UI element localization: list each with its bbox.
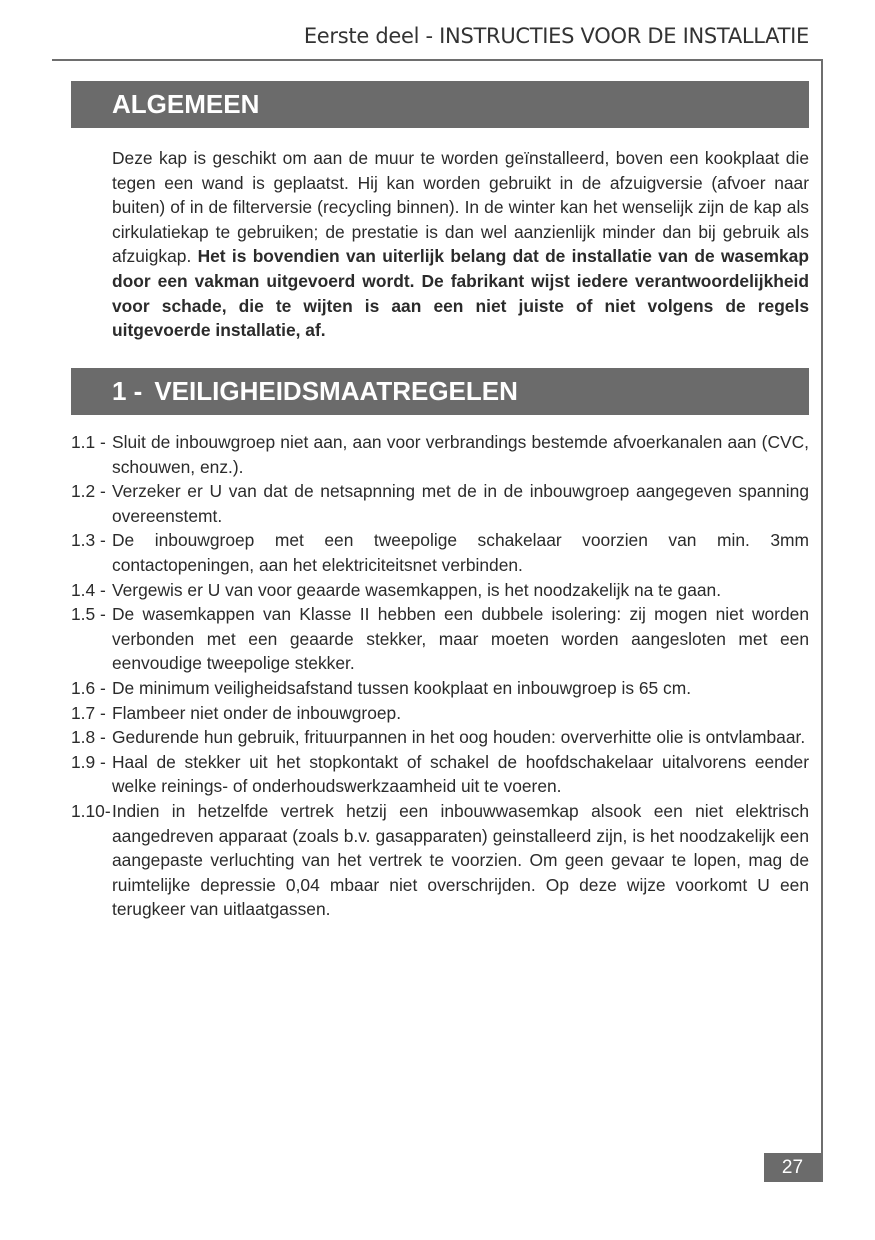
intro-paragraph (112, 146, 809, 343)
intro-bold-text: Het is bovendien van uiterlijk belang dat de installatie van de wasemkap door een vakman uitgevoerd wordt. De fabrikant wijst iedere verantwoordelijkheid voor schade, die te wijten is aan een niet juiste of niet volgens de regels uitgevoerde installatie, af. (112, 246, 809, 341)
list-item (71, 578, 809, 603)
rule-text: Verzeker er U van dat de netsapnning met de in de inbouwgroep aangegeven spanning overeenstemt. (112, 481, 809, 526)
rule-text: Vergewis er U van voor geaarde wasemkappen, is het noodzakelijk na te gaan. (112, 579, 722, 600)
list-item (71, 479, 809, 528)
list-item (71, 676, 809, 701)
list-item (71, 430, 809, 479)
rule-text: De minimum veiligheidsafstand tussen kookplaat en inbouwgroep is 65 cm. (112, 677, 692, 698)
rule-text: Haal de stekker uit het stopkontakt of schakel de hoofdschakelaar uitalvorens eender welke reinings- of onderhoudswerkzaamheid uit te voeren. (112, 751, 809, 797)
rule-number: 1.8 - (71, 727, 106, 748)
rule-text: Sluit de inbouwgroep niet aan, aan voor verbrandings bestemde afvoerkanalen aan (CVC, schouwen, enz.). (112, 432, 809, 477)
rule-number: 1.6 - (71, 677, 106, 698)
margin-rule (821, 59, 823, 1182)
rule-text: De inbouwgroep met een tweepolige schakelaar voorzien van min. 3mm contactopeningen, aan het elektriciteitsnet verbinden. (112, 530, 809, 575)
list-item (71, 701, 809, 726)
rule-text: Indien in hetzelfde vertrek hetzij een inbouwwasemkap alsook een niet elektrisch aangedreven apparaat (zoals b.v. gasapparaten) geinstalleerd zijn, is het noodzakelijk een aangepaste verluchting van het vertrek te voorzien. Om geen gevaar te lopen, mag de ruimtelijke depressie 0,04 mbaar niet overschrijden. Op deze wijze voorkomt U een terugkeer van uitlaatgassen. (112, 800, 809, 920)
rule-number: 1.5 - (71, 604, 106, 625)
rule-number: 1.9 - (71, 751, 106, 772)
rule-text: Flambeer niet onder de inbouwgroep. (112, 702, 402, 723)
rule-number: 1.3 - (71, 530, 106, 551)
section-number: 1 - (112, 376, 143, 406)
list-item (71, 602, 809, 676)
list-item (71, 528, 809, 577)
section-title: VEILIGHEIDSMAATREGELEN (154, 376, 518, 406)
safety-rules-list (71, 430, 809, 922)
running-header: Eerste deel - INSTRUCTIES VOOR DE INSTALLATIE (303, 24, 809, 48)
intro-text: Deze kap is geschikt om aan de muur te worden geïnstalleerd, boven een kookplaat die tegen een wand is geplaatst. Hij kan worden gebruikt in de afzuigversie (afvoer naar buiten) of in de filterversie (recycling binnen). In de winter kan het wenselijk zijn de kap als cirkulatiekap te gebruiken; de prestatie is dan wel aanzienlijk minder dan bij gebruik als afzuigkap. (112, 148, 809, 267)
rule-text: Gedurende hun gebruik, frituurpannen in het oog houden: oververhitte olie is ontvlambaar. (112, 727, 806, 748)
rule-number: 1.1 - (71, 432, 106, 452)
section-heading-general (71, 81, 809, 128)
rule-text: De wasemkappen van Klasse II hebben een dubbele isolering: zij mogen niet worden verbonden met een geaarde stekker, maar moeten worden aangesloten met een eenvoudige tweepolige stekker. (112, 604, 809, 674)
rule-number: 1.2 - (71, 481, 106, 502)
section-title: ALGEMEEN (112, 89, 260, 119)
section-heading-safety (71, 368, 809, 415)
rule-number: 1.7 - (71, 702, 106, 723)
rule-number: 1.10- (71, 800, 111, 821)
header-rule (52, 59, 823, 61)
rule-number: 1.4 - (71, 579, 106, 600)
list-item (71, 725, 809, 750)
list-item (71, 799, 809, 922)
list-item (71, 750, 809, 799)
page-number: 27 (764, 1153, 821, 1182)
